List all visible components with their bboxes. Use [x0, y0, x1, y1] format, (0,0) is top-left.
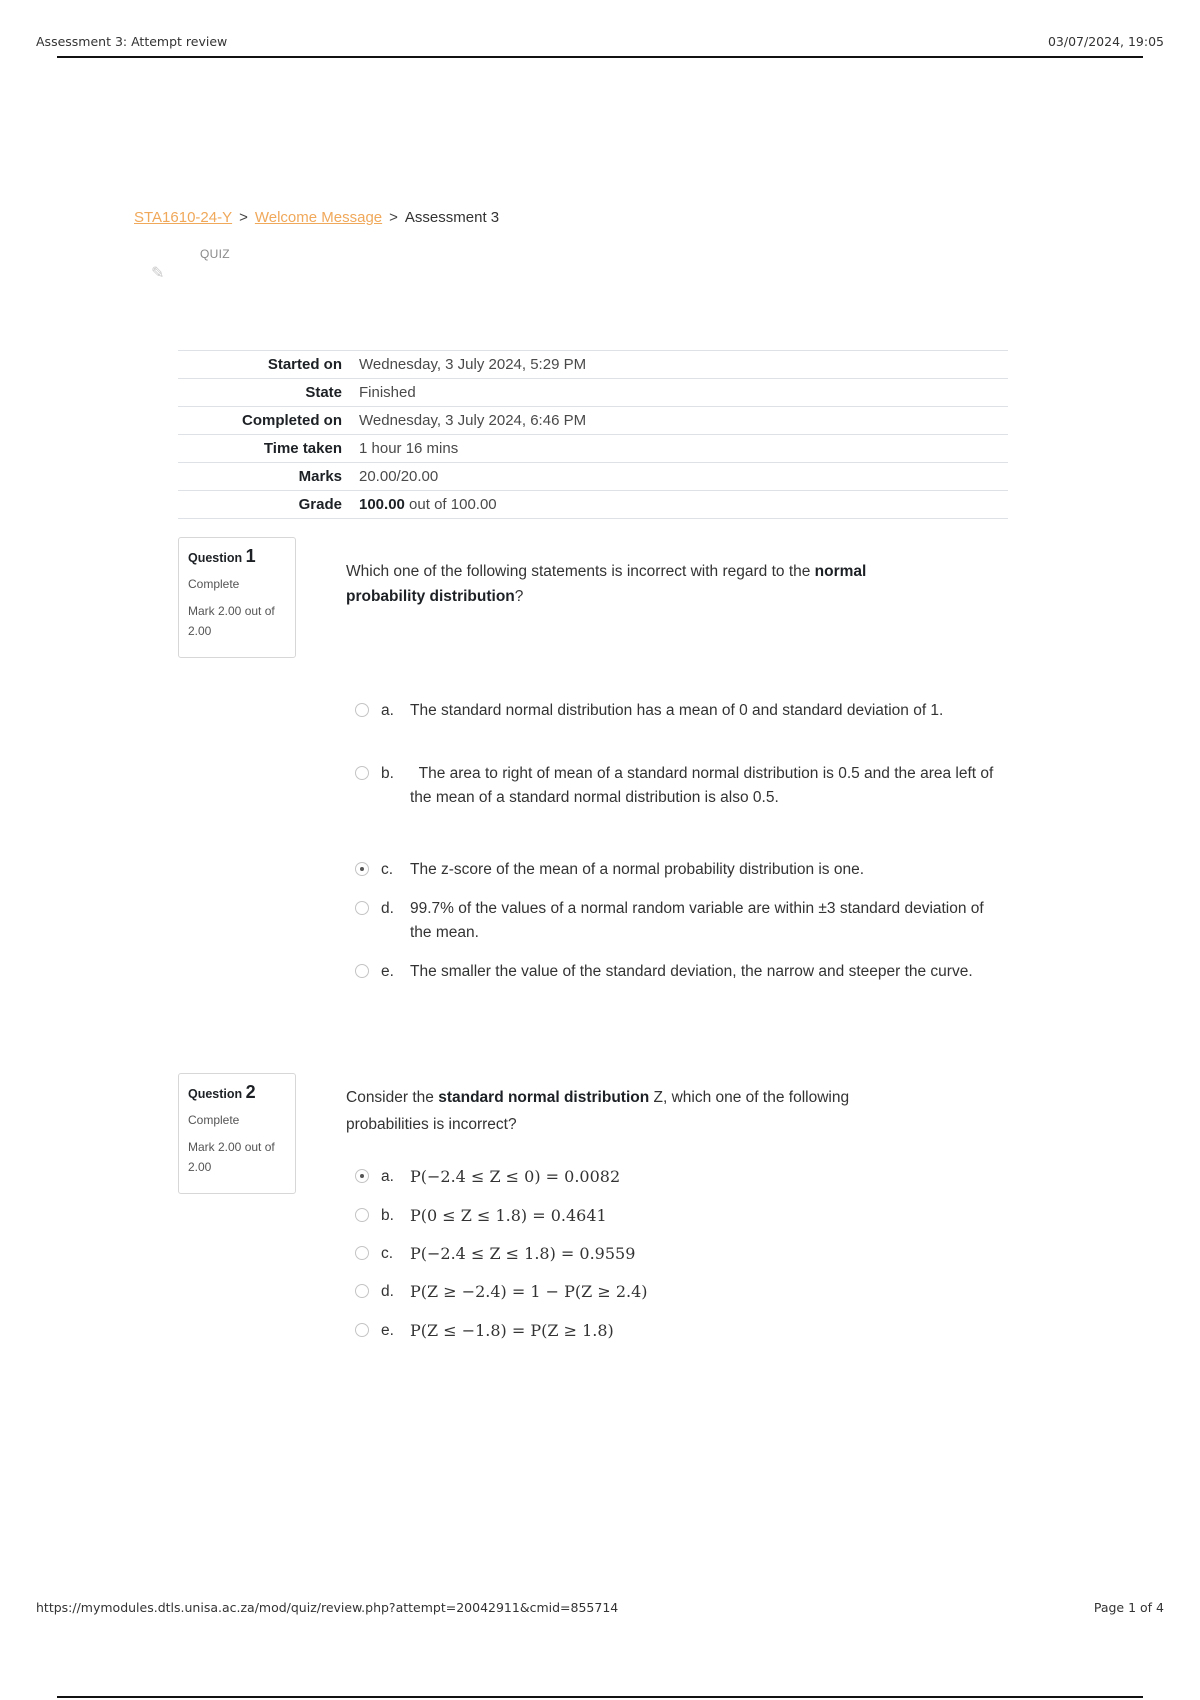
summary-value: Wednesday, 3 July 2024, 6:46 PM [359, 412, 587, 429]
summary-label: Completed on [242, 412, 342, 429]
summary-row-marks [178, 463, 1008, 491]
summary-value: Wednesday, 3 July 2024, 5:29 PM [359, 356, 587, 373]
breadcrumb-current: Assessment 3 [404, 209, 500, 226]
print-header [36, 34, 1164, 49]
answer-letter: d. [381, 1283, 394, 1300]
answer-letter: b. [381, 1207, 394, 1224]
answer-text: The area to right of mean of a standard normal distribution is 0.5 and the area left of the mean of a standard normal distribution is also 0.5. [410, 765, 998, 806]
question-state: Complete [188, 577, 240, 591]
answer-letter: c. [381, 861, 394, 878]
answer-text: P(Z ≤ −1.8) = P(Z ≥ 1.8) [410, 1321, 614, 1340]
answer-letter: d. [381, 900, 394, 917]
breadcrumb [134, 209, 499, 226]
print-title: Assessment 3: Attempt review [36, 34, 228, 49]
answer-text: P(−2.4 ≤ Z ≤ 1.8) = 0.9559 [410, 1244, 636, 1263]
answer-letter: e. [381, 963, 394, 980]
question-info-box [178, 537, 296, 658]
grade-score: 100.00 [359, 496, 405, 513]
quiz-edit-icon: ✎ [151, 265, 165, 282]
header-rule [57, 56, 1143, 58]
attempt-summary-table [178, 350, 1008, 519]
print-datetime: 03/07/2024, 19:05 [1047, 34, 1164, 49]
print-footer [36, 1600, 1164, 1615]
question-text: Which one of the following statements is incorrect with regard to the normal probability distribution? [346, 563, 867, 605]
footer-rule [57, 1696, 1143, 1698]
answer-option[interactable] [355, 1165, 995, 1189]
answer-text: The standard normal distribution has a mean of 0 and standard deviation of 1. [410, 702, 944, 719]
answer-text: 99.7% of the values of a normal random variable are within ±3 standard deviation of the mean. [410, 900, 984, 941]
summary-row-grade [178, 491, 1008, 519]
breadcrumb-section-link[interactable]: Welcome Message [254, 209, 383, 226]
question-state: Complete [188, 1113, 240, 1127]
answer-letter: e. [381, 1322, 394, 1339]
answer-text: The smaller the value of the standard deviation, the narrow and steeper the curve. [410, 963, 973, 980]
answer-option[interactable] [355, 897, 995, 945]
question-number: Question 1 [188, 546, 256, 566]
answer-letter: b. [381, 765, 394, 782]
summary-row-time-taken [178, 435, 1008, 463]
chevron-right-icon: > [389, 209, 398, 226]
summary-label: Started on [267, 356, 342, 373]
summary-label: State [305, 384, 342, 401]
grade-out-of: out of 100.00 [404, 496, 497, 513]
summary-row-state [178, 379, 1008, 407]
answer-option[interactable] [355, 1204, 995, 1228]
answer-option[interactable] [355, 960, 995, 984]
answer-text: P(−2.4 ≤ Z ≤ 0) = 0.0082 [410, 1167, 621, 1186]
summary-label: Time taken [263, 440, 342, 457]
answer-letter: a. [381, 1168, 394, 1185]
radio-button[interactable] [355, 703, 369, 717]
answer-text: The z-score of the mean of a normal probability distribution is one. [410, 861, 865, 878]
summary-value: 20.00/20.00 [359, 468, 439, 485]
summary-row-completed [178, 407, 1008, 435]
question-mark: Mark 2.00 out of 2.00 [188, 1140, 275, 1174]
radio-button-selected[interactable] [355, 862, 369, 876]
summary-label: Marks [298, 468, 342, 485]
radio-button[interactable] [355, 964, 369, 978]
chevron-right-icon: > [239, 209, 248, 226]
page-number: Page 1 of 4 [1093, 1600, 1164, 1615]
radio-button[interactable] [355, 1284, 369, 1298]
answer-option[interactable] [355, 762, 998, 810]
radio-button[interactable] [355, 1246, 369, 1260]
summary-value: 1 hour 16 mins [359, 440, 459, 457]
breadcrumb-course-link[interactable]: STA1610-24-Y [134, 209, 233, 226]
answer-option[interactable] [355, 699, 995, 723]
answer-option[interactable] [355, 858, 995, 882]
summary-value [352, 491, 1008, 519]
activity-type-label: QUIZ [200, 247, 230, 261]
summary-row-started [178, 351, 1008, 379]
answer-text: P(0 ≤ Z ≤ 1.8) = 0.4641 [410, 1206, 607, 1225]
radio-button[interactable] [355, 766, 369, 780]
answer-option[interactable] [355, 1280, 995, 1304]
radio-button[interactable] [355, 901, 369, 915]
answer-option[interactable] [355, 1319, 995, 1343]
question-number: Question 2 [188, 1082, 256, 1102]
question-text: Consider the standard normal distribution Z, which one of the following probabilities is incorrect? [346, 1089, 850, 1133]
radio-button[interactable] [355, 1323, 369, 1337]
summary-value: Finished [359, 384, 416, 401]
question-info-box [178, 1073, 296, 1194]
radio-button[interactable] [355, 1208, 369, 1222]
answer-text: P(Z ≥ −2.4) = 1 − P(Z ≥ 2.4) [410, 1282, 648, 1301]
radio-button-selected[interactable] [355, 1169, 369, 1183]
answer-option[interactable] [355, 1242, 995, 1266]
page-url: https://mymodules.dtls.unisa.ac.za/mod/quiz/review.php?attempt=20042911&cmid=855714 [36, 1600, 619, 1615]
answer-letter: a. [381, 702, 394, 719]
answer-letter: c. [381, 1245, 394, 1262]
question-mark: Mark 2.00 out of 2.00 [188, 604, 275, 638]
summary-label: Grade [298, 496, 342, 513]
